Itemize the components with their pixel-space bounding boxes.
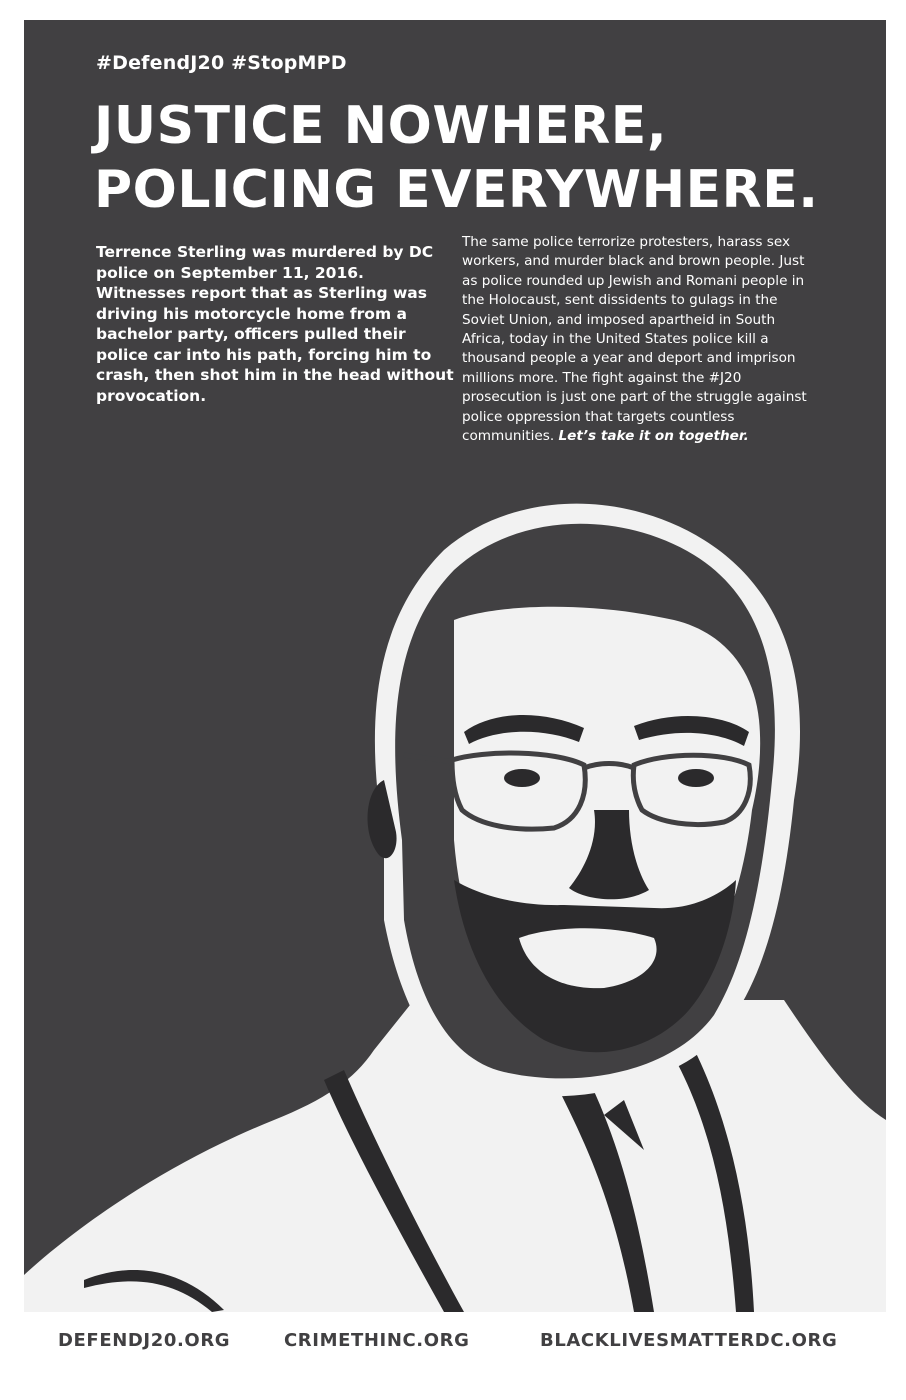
footer	[0, 1330, 906, 1364]
headline-line-1: JUSTICE NOWHERE,	[94, 96, 668, 156]
footer-link-crimethinc[interactable]: CRIMETHINC.ORG	[284, 1330, 470, 1351]
poster	[24, 20, 886, 1312]
portrait-eye-left	[504, 769, 540, 787]
body-emphasis: Let’s take it on together.	[558, 428, 749, 445]
footer-link-defendj20[interactable]: DEFENDJ20.ORG	[58, 1330, 231, 1351]
hashtags: #DefendJ20 #StopMPD	[96, 52, 347, 74]
intro-paragraph: Terrence Sterling was murdered by DC police on September 11, 2016. Witnesses report that as Sterling was driving his motorcycle home from a bachelor party, officers pulled their police car into his path, forcing him to crash, then shot him in the head without provocation.	[96, 243, 454, 405]
footer-link-blacklivesmatterdc[interactable]: BLACKLIVESMATTERDC.ORG	[540, 1330, 838, 1351]
portrait-illustration	[24, 20, 886, 1312]
headline-line-2: POLICING EVERYWHERE.	[94, 160, 819, 220]
portrait-eye-right	[678, 769, 714, 787]
body-text: The same police terrorize protesters, harass sex workers, and murder black and brown people. Just as police rounded up Jewish and Romani people in the Holocaust, sent dissidents to gulags in the Soviet Union, and imposed apartheid in South Africa, today in the United States police kill a thousand people a year and deport and imprison millions more. The fight against the #J20 prosecution is just one part of the struggle against police oppression that targets countless communities.	[462, 234, 807, 445]
